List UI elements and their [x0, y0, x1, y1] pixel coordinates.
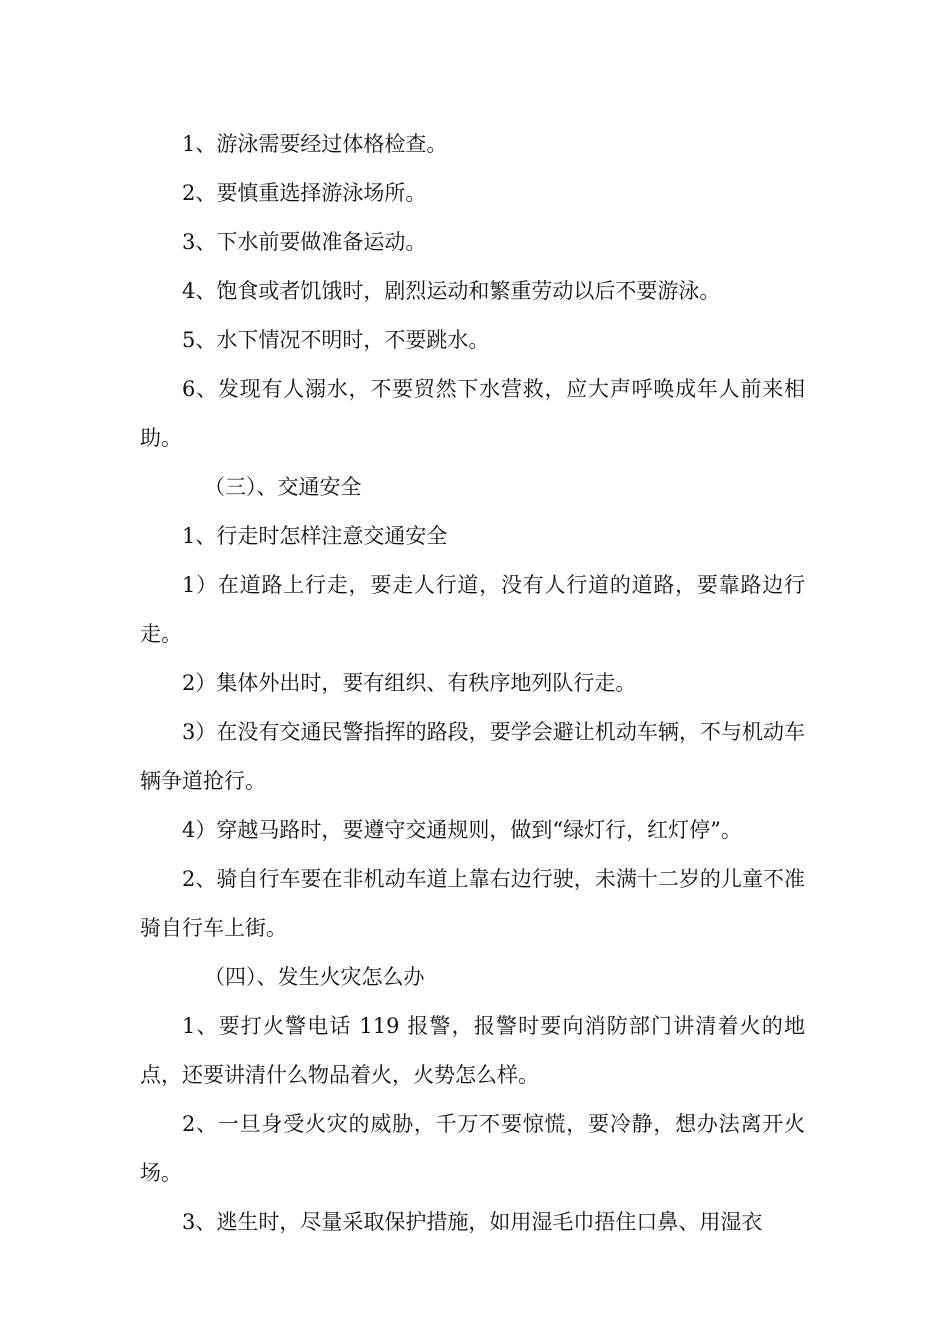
paragraph-fire-calm: 2、一旦身受火灾的威胁，千万不要惊慌，要冷静，想办法离开火场。 [140, 1112, 805, 1185]
paragraph-fire-call: 1、要打火警电话 119 报警，报警时要向消防部门讲清着火的地点，还要讲清什么物品着火，火势怎么样。 [140, 1014, 805, 1087]
paragraph-swim-rescue: 6、发现有人溺水，不要贸然下水营救，应大声呼唤成年人前来相助。 [140, 377, 805, 450]
section-heading-traffic: （三）、交通安全 [204, 475, 362, 499]
paragraph-cycling: 2、骑自行车要在非机动车道上靠右边行驶，未满十二岁的儿童不准骑自行车上街。 [140, 867, 805, 940]
section-heading-fire: （四）、发生火灾怎么办 [204, 965, 425, 989]
paragraph-swim-location: 2、要慎重选择游泳场所。 [182, 181, 427, 205]
paragraph-swim-timing: 4、饱食或者饥饿时，剧烈运动和繁重劳动以后不要游泳。 [182, 279, 721, 303]
paragraph-walk-crossing: 4）穿越马路时，要遵守交通规则，做到“绿灯行，红灯停”。 [182, 818, 742, 842]
paragraph-walk-sidewalk: 1）在道路上行走，要走人行道，没有人行道的道路，要靠路边行走。 [140, 573, 805, 646]
document-body [140, 120, 805, 1247]
paragraph-fire-escape: 3、逃生时，尽量采取保护措施，如用湿毛巾捂住口鼻、用湿衣 [182, 1210, 763, 1234]
paragraph-swim-warmup: 3、下水前要做准备运动。 [182, 230, 427, 254]
paragraph-swim-no-diving: 5、水下情况不明时，不要跳水。 [182, 328, 490, 352]
paragraph-walking-safety: 1、行走时怎样注意交通安全 [182, 524, 448, 548]
paragraph-walk-avoid-vehicles: 3）在没有交通民警指挥的路段，要学会避让机动车辆，不与机动车辆争道抢行。 [140, 720, 805, 793]
paragraph-swim-checkup: 1、游泳需要经过体格检查。 [182, 132, 448, 156]
paragraph-walk-group: 2）集体外出时，要有组织、有秩序地列队行走。 [182, 671, 637, 695]
